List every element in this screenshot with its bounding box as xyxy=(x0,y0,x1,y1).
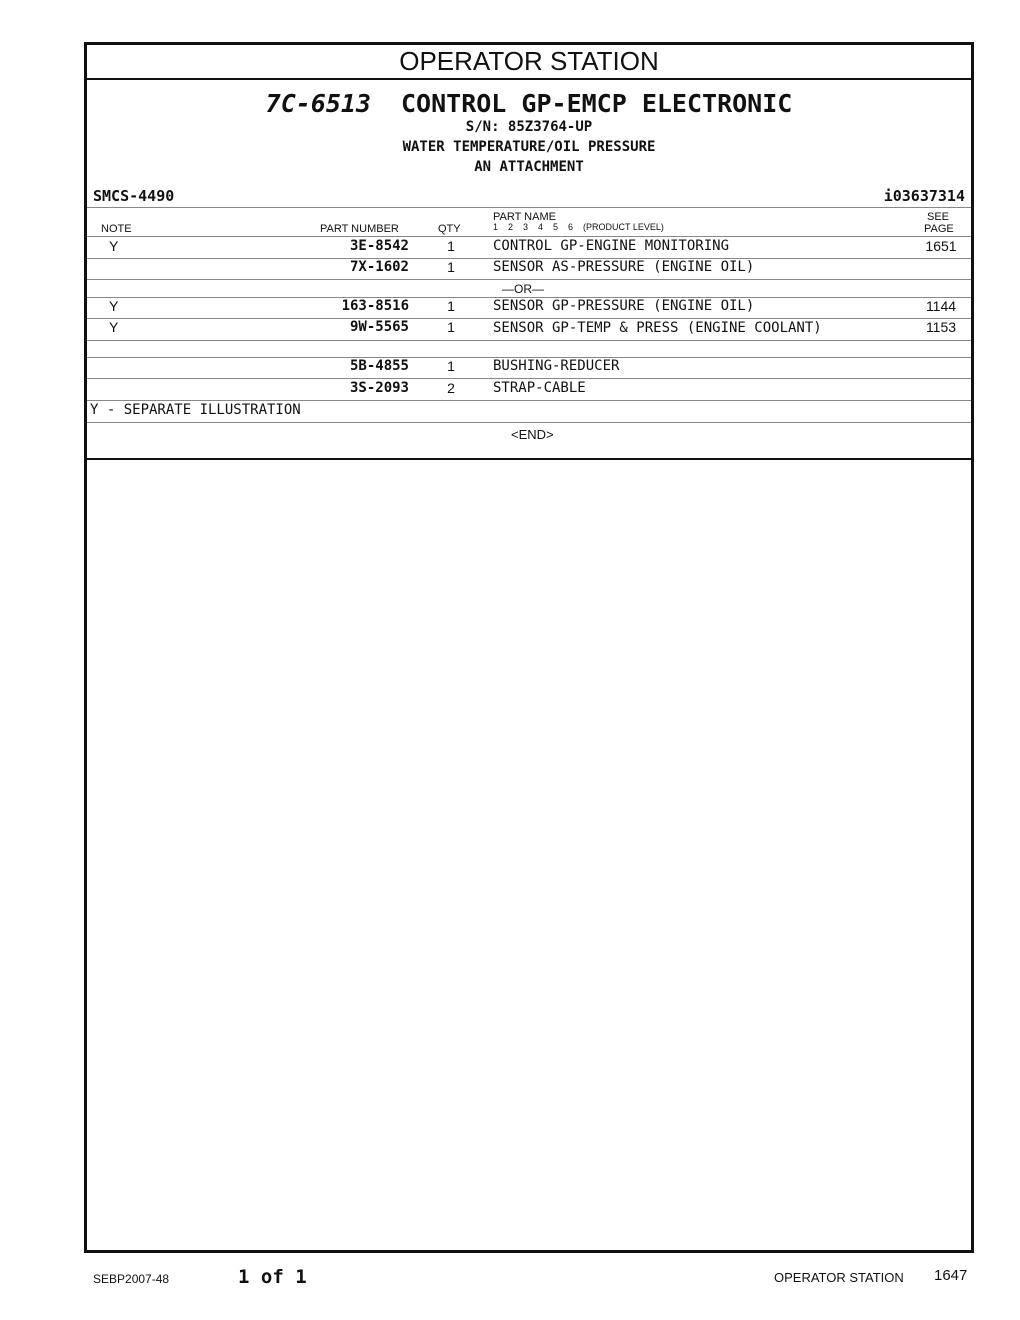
row-rule xyxy=(87,236,971,237)
legend-note: Y - SEPARATE ILLUSTRATION xyxy=(90,402,301,418)
row-qty: 1 xyxy=(447,298,455,314)
row-rule xyxy=(87,279,971,280)
group-part-number: 7C-6513 xyxy=(265,89,371,118)
group-description-1: WATER TEMPERATURE/OIL PRESSURE xyxy=(402,139,656,155)
row-rule xyxy=(87,378,971,379)
end-marker: <END> xyxy=(511,427,554,442)
group-description-2: AN ATTACHMENT xyxy=(474,159,584,175)
row-note: Y xyxy=(109,298,119,314)
or-separator: —OR— xyxy=(502,282,544,296)
row-part-name: SENSOR AS-PRESSURE (ENGINE OIL) xyxy=(493,259,755,275)
row-part-number: 3E-8542 xyxy=(349,238,409,254)
page-frame xyxy=(84,42,974,1253)
row-qty: 1 xyxy=(447,358,455,374)
col-note: NOTE xyxy=(101,223,132,235)
footer-page-of: 1 of 1 xyxy=(238,1266,307,1288)
row-note: Y xyxy=(109,238,119,254)
row-part-number: 7X-1602 xyxy=(349,259,409,275)
row-see-page: 1153 xyxy=(925,319,957,335)
row-part-name: SENSOR GP-PRESSURE (ENGINE OIL) xyxy=(493,298,755,314)
row-rule xyxy=(87,400,971,401)
col-qty: QTY xyxy=(438,223,461,235)
row-part-number: 5B-4855 xyxy=(349,358,409,374)
table-bottom-rule xyxy=(87,458,971,460)
section-title: OPERATOR STATION xyxy=(87,45,971,80)
group-title xyxy=(87,89,971,118)
group-name: CONTROL GP-EMCP ELECTRONIC xyxy=(401,89,793,118)
row-see-page: 1651 xyxy=(925,238,957,254)
col-product-levels: 1 2 3 4 5 6 (PRODUCT LEVEL) xyxy=(493,222,664,232)
col-part-name: PART NAME xyxy=(493,211,556,223)
footer-section: OPERATOR STATION xyxy=(774,1270,904,1285)
row-part-name: CONTROL GP-ENGINE MONITORING xyxy=(493,238,730,254)
row-part-name: SENSOR GP-TEMP & PRESS (ENGINE COOLANT) xyxy=(493,320,822,336)
col-part-number: PART NUMBER xyxy=(320,223,399,235)
row-part-number: 9W-5565 xyxy=(349,319,409,335)
row-qty: 1 xyxy=(447,238,455,254)
row-part-name: STRAP-CABLE xyxy=(493,380,586,396)
col-see: SEE xyxy=(927,211,950,223)
row-qty: 2 xyxy=(447,380,455,396)
footer-page-number: 1647 xyxy=(934,1267,968,1284)
row-see-page: 1144 xyxy=(925,298,957,314)
row-part-name: BUSHING-REDUCER xyxy=(493,358,620,374)
footer-doc-code: SEBP2007-48 xyxy=(93,1272,170,1286)
row-rule xyxy=(87,422,971,423)
row-part-number: 3S-2093 xyxy=(349,380,409,396)
row-part-number: 163-8516 xyxy=(341,298,409,314)
illustration-id: i03637314 xyxy=(883,187,965,205)
header-rule xyxy=(87,207,971,208)
row-qty: 1 xyxy=(447,259,455,275)
col-page: PAGE xyxy=(924,223,954,235)
row-qty: 1 xyxy=(447,319,455,335)
row-note: Y xyxy=(109,319,119,335)
serial-number: S/N: 85Z3764-UP xyxy=(465,119,593,135)
row-rule xyxy=(87,340,971,341)
row-rule xyxy=(87,318,971,319)
smcs-code: SMCS-4490 xyxy=(93,187,175,205)
